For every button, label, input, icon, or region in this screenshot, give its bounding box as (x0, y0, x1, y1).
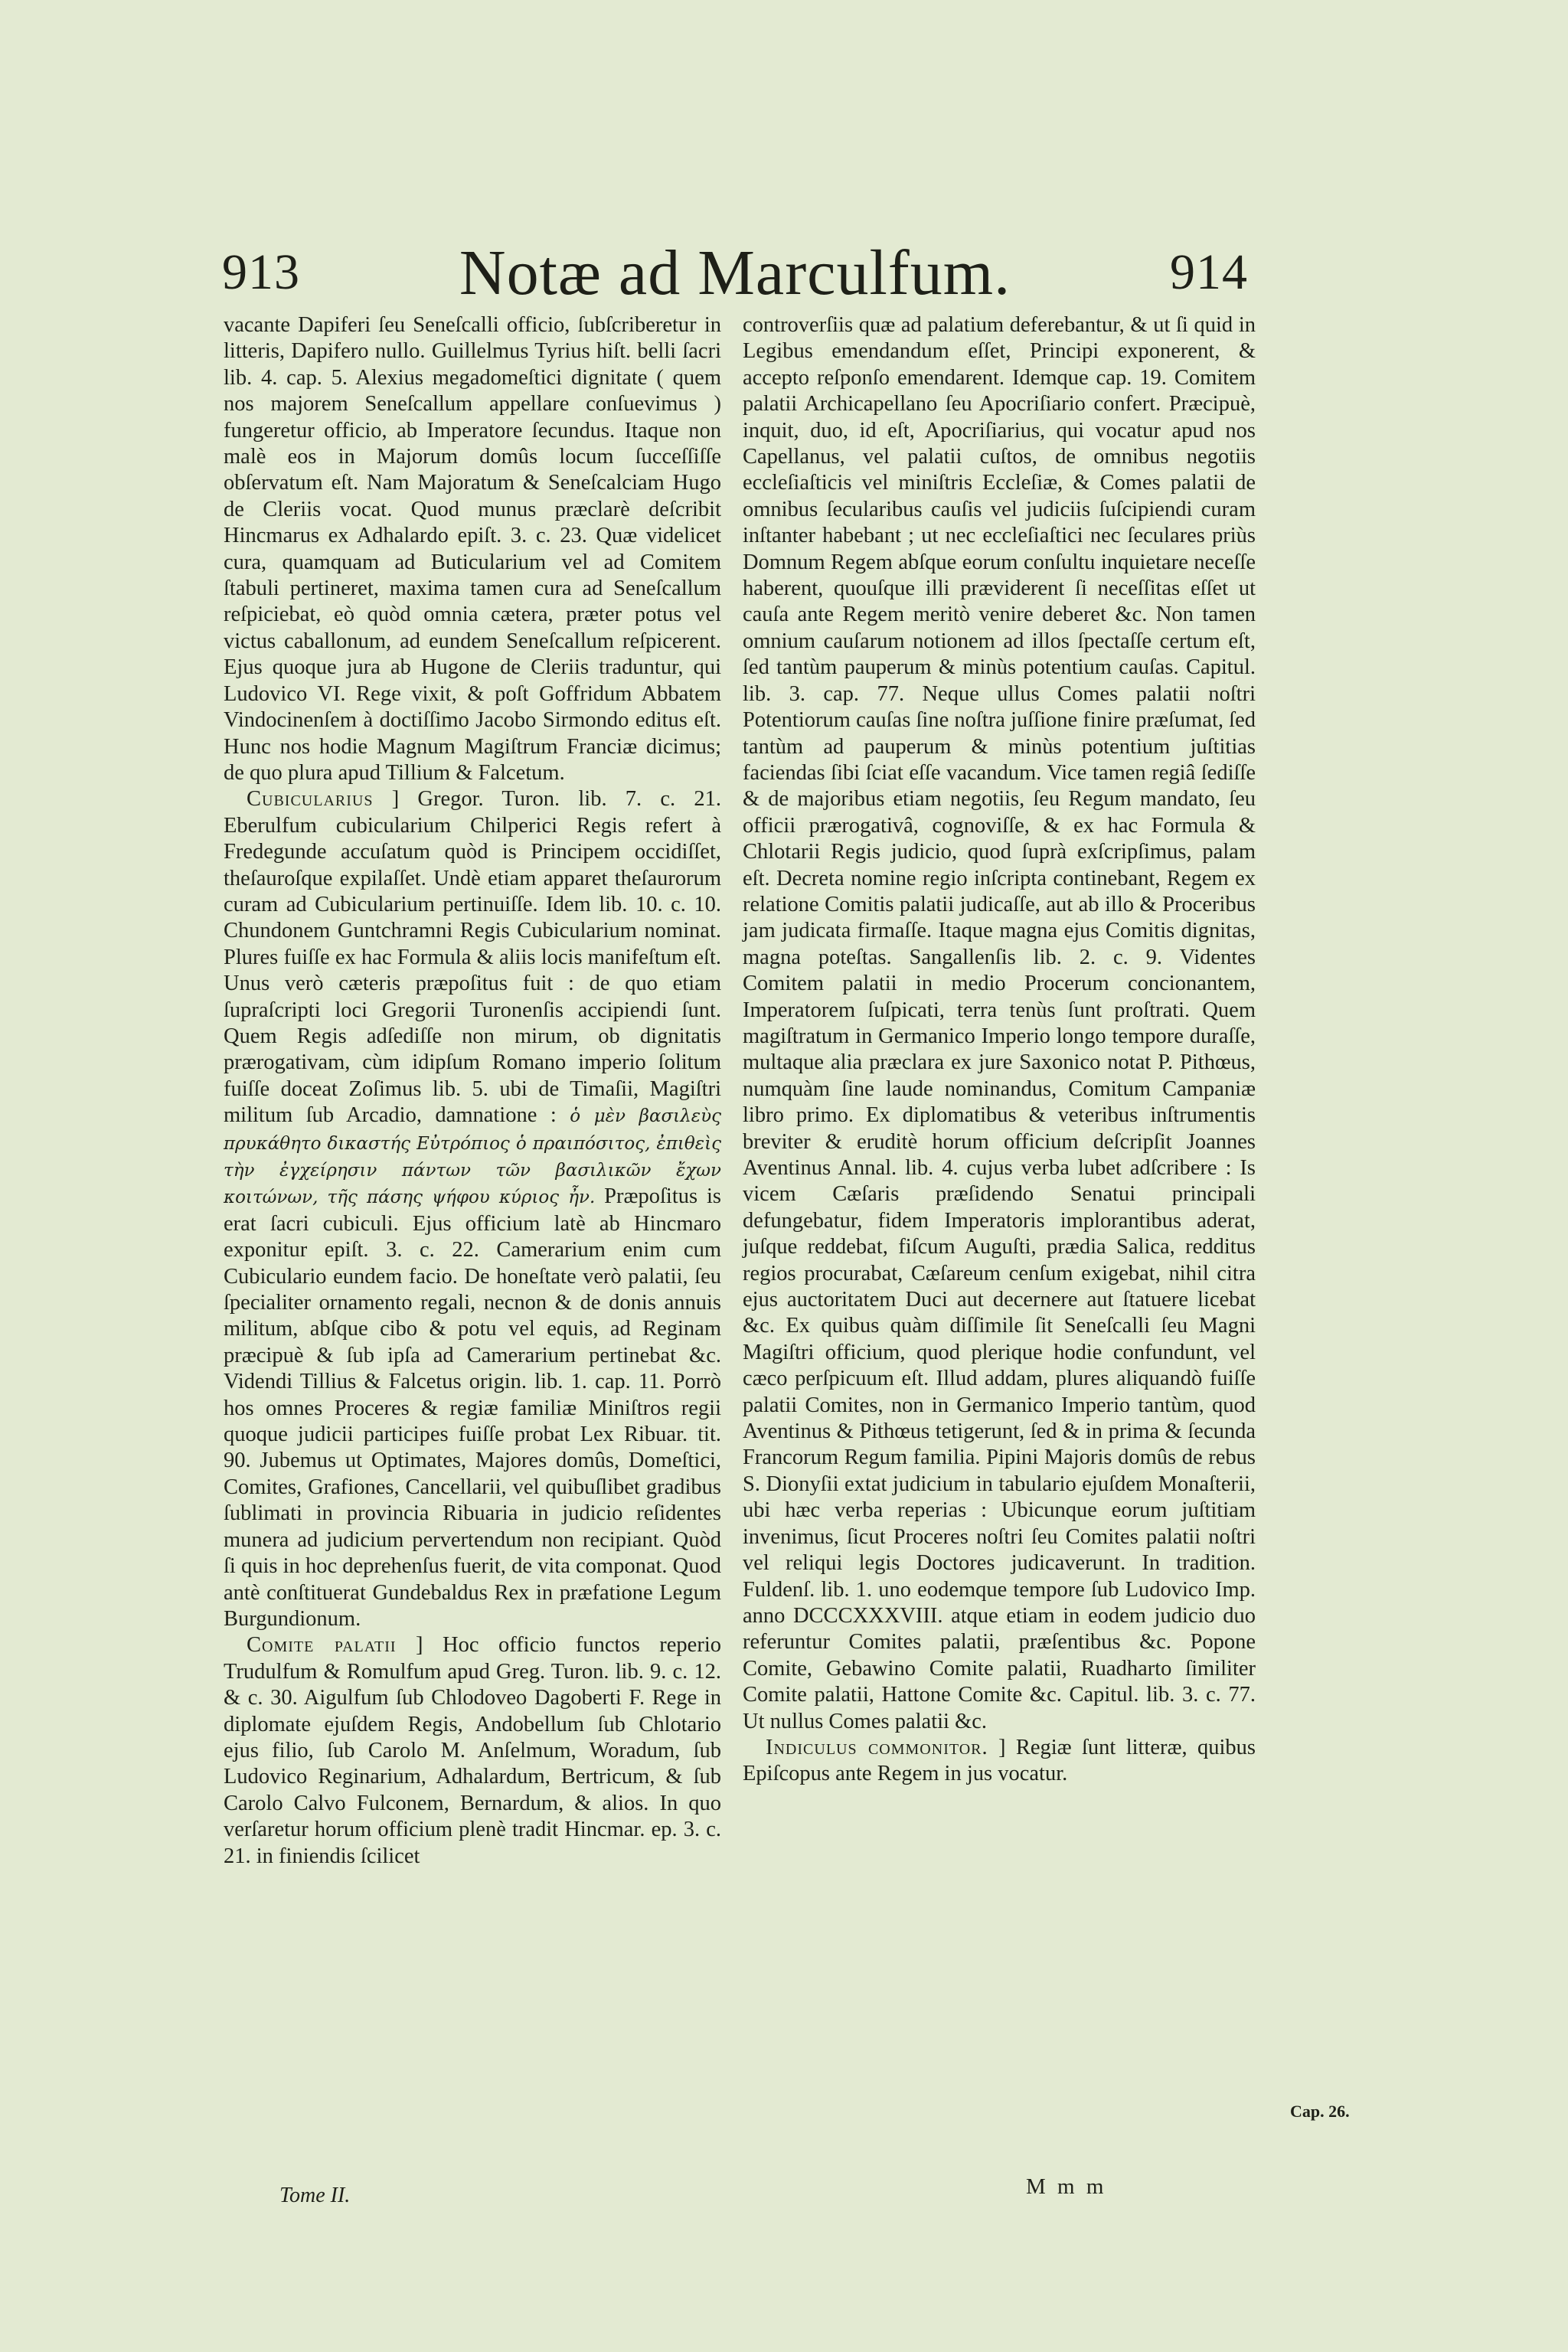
paragraph-text: Præpoſitus is erat ſacri cubiculi. Ejus officium latè ab Hincmaro exponitur epiſt. 3. c. 22. Camerarium enim cum Cubiculario eundem facio. De honeſtate verò palatii, ſeu ſpecialiter ornamento regali, necnon & de donis annuis militum, abſque cibo & potu vel equis, ad Reginam præcipuè & ſub ipſa ad Camerarium pertinebat &c. Videndi Tillius & Falcetus origin. lib. 1. cap. 11. Porrò hos omnes Proceres & regiæ familiæ Miniſtros regii quoque judicii participes fuiſſe probat Lex Ribuar. tit. 90. Jubemus ut Optimates, Majores domûs, Domeſtici, Comites, Grafiones, Cancellarii, vel quibuſlibet gradibus ſublimati in provincia Ribuaria in judicio reſidentes munera ad judicium pervertendum non recipiant. Quòd ſi quis in hoc deprehenſus fuerit, de vita componat. Quod antè conſtituerat Gundebaldus Rex in præfatione Legum Burgundionum. (224, 1184, 721, 1631)
paragraph-text: ] Gregor. Turon. lib. 7. c. 21. Eberulfum cubicularium Chilperici Regis refert à Fredegunde accuſatum quòd is Principem occidiſſet, theſauroſque expilaſſet. Undè etiam apparet theſaurorum curam ad Cubicularium pertinuiſſe. Idem lib. 10. c. 10. Chundonem Guntchramni Regis Cubicularium nominat. Plures fuiſſe ex hac Formula & aliis locis manifeſtum eſt. Unus verò cæteris præpoſitus fuit : de quo etiam ſupraſcripti loci Gregorii Turonenſis accipiendi ſunt. Quem Regis adſediſſe non mirum, ob dignitatis prærogativam, cùm idipſum Romano imperio ſolitum fuiſſe doceat Zoſimus lib. 5. ubi de Timaſii, Magiſtri militum ſub Arcadio, damnatione : (224, 787, 721, 1128)
paragraph: vacante Dapiferi ſeu Seneſcalli officio, ſubſcriberetur in litteris, Dapifero nullo. Guillelmus Tyrius hiſt. belli ſacri lib. 4. cap. 5. Alexius megadomeſtici dignitate ( quem nos majorem Seneſcallum appellare conſuevimus ) fungeretur officio, ab Imperatore ſecundus. Itaque non malè eos in Majorum domûs locum ſucceſſiſſe obſervatum eſt. Nam Majoratum & Seneſcalciam Hugo de Cleriis vocat. Quod munus præclarè deſcribit Hincmarus ex Adhalardo epiſt. 3. c. 23. Quæ videlicet cura, quamquam ad Buticularium vel ad Comitem ſtabuli pertineret, maxima tamen cura ad Seneſcallum reſpiciebat, eò quòd omnia cætera, præter potus vel victus caballonum, ad eundem Seneſcallum reſpicerent. Ejus quoque jura ab Hugone de Cleriis traduntur, qui Ludovico VI. Rege vixit, & poſt Goffridum Abbatem Vindocinenſem à doctiſſimo Jacobo Sirmondo editus eſt. Hunc nos hodie Magnum Magiſtrum Franciæ dicimus; de quo plura apud Tillium & Falcetum. (224, 313, 721, 785)
paragraph-text: ] Hoc officio functos reperio Trudulfum & Romulfum apud Greg. Turon. lib. 9. c. 12. & c. 30. Aigulfum ſub Chlodoveo Dagoberti F. Rege in diplomate ejuſdem Regis, Andobellum ſub Chlotario ejus filio, ſub Carolo M. Anſelmum, Woradum, ſub Ludovico Reginarium, Adhalardum, Bertricum, & ſub Carolo Calvo Fulconem, Bernardum, & alios. In quo verſaretur horum officium plenè tradit Hincmar. ep. 3. c. 21. in finiendis ſcilicet (224, 1633, 721, 1868)
volume-label: Tome II. (279, 2184, 351, 2207)
paragraph-comite-palatii (224, 1632, 721, 1870)
left-column (224, 312, 721, 1870)
running-title: Notæ ad Marculfum. (459, 237, 1011, 309)
right-column (743, 312, 1256, 1788)
greek-quotation: ὁ μὲν βασιλεὺς πρυκάθητο δικαστής Εὐτρόπιος ὁ πραιπόσιτος, ἐπιθεὶς τὴν ἐγχείρησιν πάντων τῶν βασιλικῶν ἔχων κοιτώνων, τῆς πάσης ψήφου κύριος ἦν. (224, 1106, 721, 1208)
page-header (222, 236, 1248, 320)
lemma: Cubicularius (247, 787, 374, 812)
paragraph-cubicularius (224, 786, 721, 1632)
margin-note: Cap. 26. (1290, 2102, 1350, 2121)
lemma: Indiculus commonitor. (766, 1735, 988, 1759)
lemma: Comite palatii (247, 1633, 397, 1658)
right-page-number: 914 (1170, 244, 1248, 300)
paragraph: controverſiis quæ ad palatium deferebantur, & ut ſi quid in Legibus emendandum eſſet, Principi exponerent, & accepto reſponſo emendarent. Idemque cap. 19. Comitem palatii Archicapellano ſeu Apocriſiario confert. Præcipuè, inquit, duo, id eſt, Apocriſiarius, qui vocatur apud nos Capellanus, vel palatii cuſtos, de omnibus negotiis eccleſiaſticis vel miniſtris Eccleſiæ, & Comes palatii de omnibus ſecularibus cauſis vel judiciis ſuſcipiendi curam inſtanter habebant ; ut nec eccleſiaſtici nec ſeculares priùs Domnum Regem abſque eorum conſultu inquietare neceſſe haberent, quouſque illi præviderent ſi neceſſitas eſſet ut cauſa ante Regem meritò venire deberet &c. Non tamen omnium cauſarum notionem ad illos ſpectaſſe certum eſt, ſed tantùm pauperum & minùs potentium cauſas. Capitul. lib. 3. cap. 77. Neque ullus Comes palatii noſtri Potentiorum cauſas ſine noſtra juſſione finire præſumat, ſed tantùm ad pauperum & minùs potentium juſtitias faciendas ſibi ſciat eſſe vacandum. Vice tamen regiâ ſediſſe & de majoribus etiam negotiis, ſeu Regum mandato, ſeu officii prærogativâ, cognoviſſe, & ex hac Formula & Chlotarii Regis judicio, quod ſuprà exſcripſimus, palam eſt. Decreta nomine regio inſcripta continebant, Regem ex relatione Comitis palatii judicaſſe, aut ab illo & Proceribus jam judicata firmaſſe. Itaque magna ejus Comitis dignitas, magna poteſtas. Sangallenſis lib. 2. c. 9. Videntes Comitem palatii in medio Procerum concionantem, Imperatorem ſuſpicati, terra tenùs ſunt proſtrati. Quem magiſtratum in Germanico Imperio longo tempore duraſſe, multaque alia præclara ex jure Saxonico notat P. Pithœus, numquàm ſine laude nominandus, Comitum Campaniæ libro primo. Ex diplomatibus & veteribus inſtrumentis breviter & eruditè horum officium deſcripſit Joannes Aventinus Annal. lib. 4. cujus verba lubet adſcribere : Is vicem Cæſaris præſidendo Senatui principali defungebatur, fidem Imperatoris implorantibus aderat, juſque reddebat, fiſcum Auguſti, prædia Salica, redditus regios procurabat, Cæſareum cenſum exigebat, nihil citra ejus auctoritatem Duci aut decernere aut ſtatuere licebat &c. Ex quibus quàm diſſimile ſit Seneſcalli ſeu Magni Magiſtri officium, quod plerique hodie confundunt, vel cæco perſpicuum eſt. Illud addam, plures aliquandò fuiſſe palatii Comites, non in Germanico Imperio tantùm, quod Aventinus & Pithœus tetigerunt, ſed & in prima & ſecunda Francorum Regum familia. Pipini Majoris domûs de rebus S. Dionyſii extat judicium in tabulario ejuſdem Monaſterii, ubi hæc verba reperias : Ubicunque eorum juſtitiam invenimus, ſicut Proceres noſtri ſeu Comites palatii noſtri vel reliqui legis Doctores judicaverunt. In tradition. Fuldenſ. lib. 1. uno eodemque tempore ſub Ludovico Imp. anno DCCCXXXVIII. atque etiam in eodem judicio duo referuntur Comites palatii, præſentibus &c. Popone Comite, Gebawino Comite palatii, Ruadharto ſimiliter Comite palatii, Hattone Comite &c. Capitul. lib. 3. c. 77. Ut nullus Comes palatii &c. (743, 313, 1256, 1733)
left-page-number: 913 (222, 244, 300, 300)
paragraph-indiculus (743, 1735, 1256, 1788)
signature-mark: M m m (1026, 2174, 1107, 2199)
paragraph-text: ] Regiæ ſunt litteræ, quibus Epiſcopus ante Regem in jus vocatur. (743, 1735, 1256, 1786)
